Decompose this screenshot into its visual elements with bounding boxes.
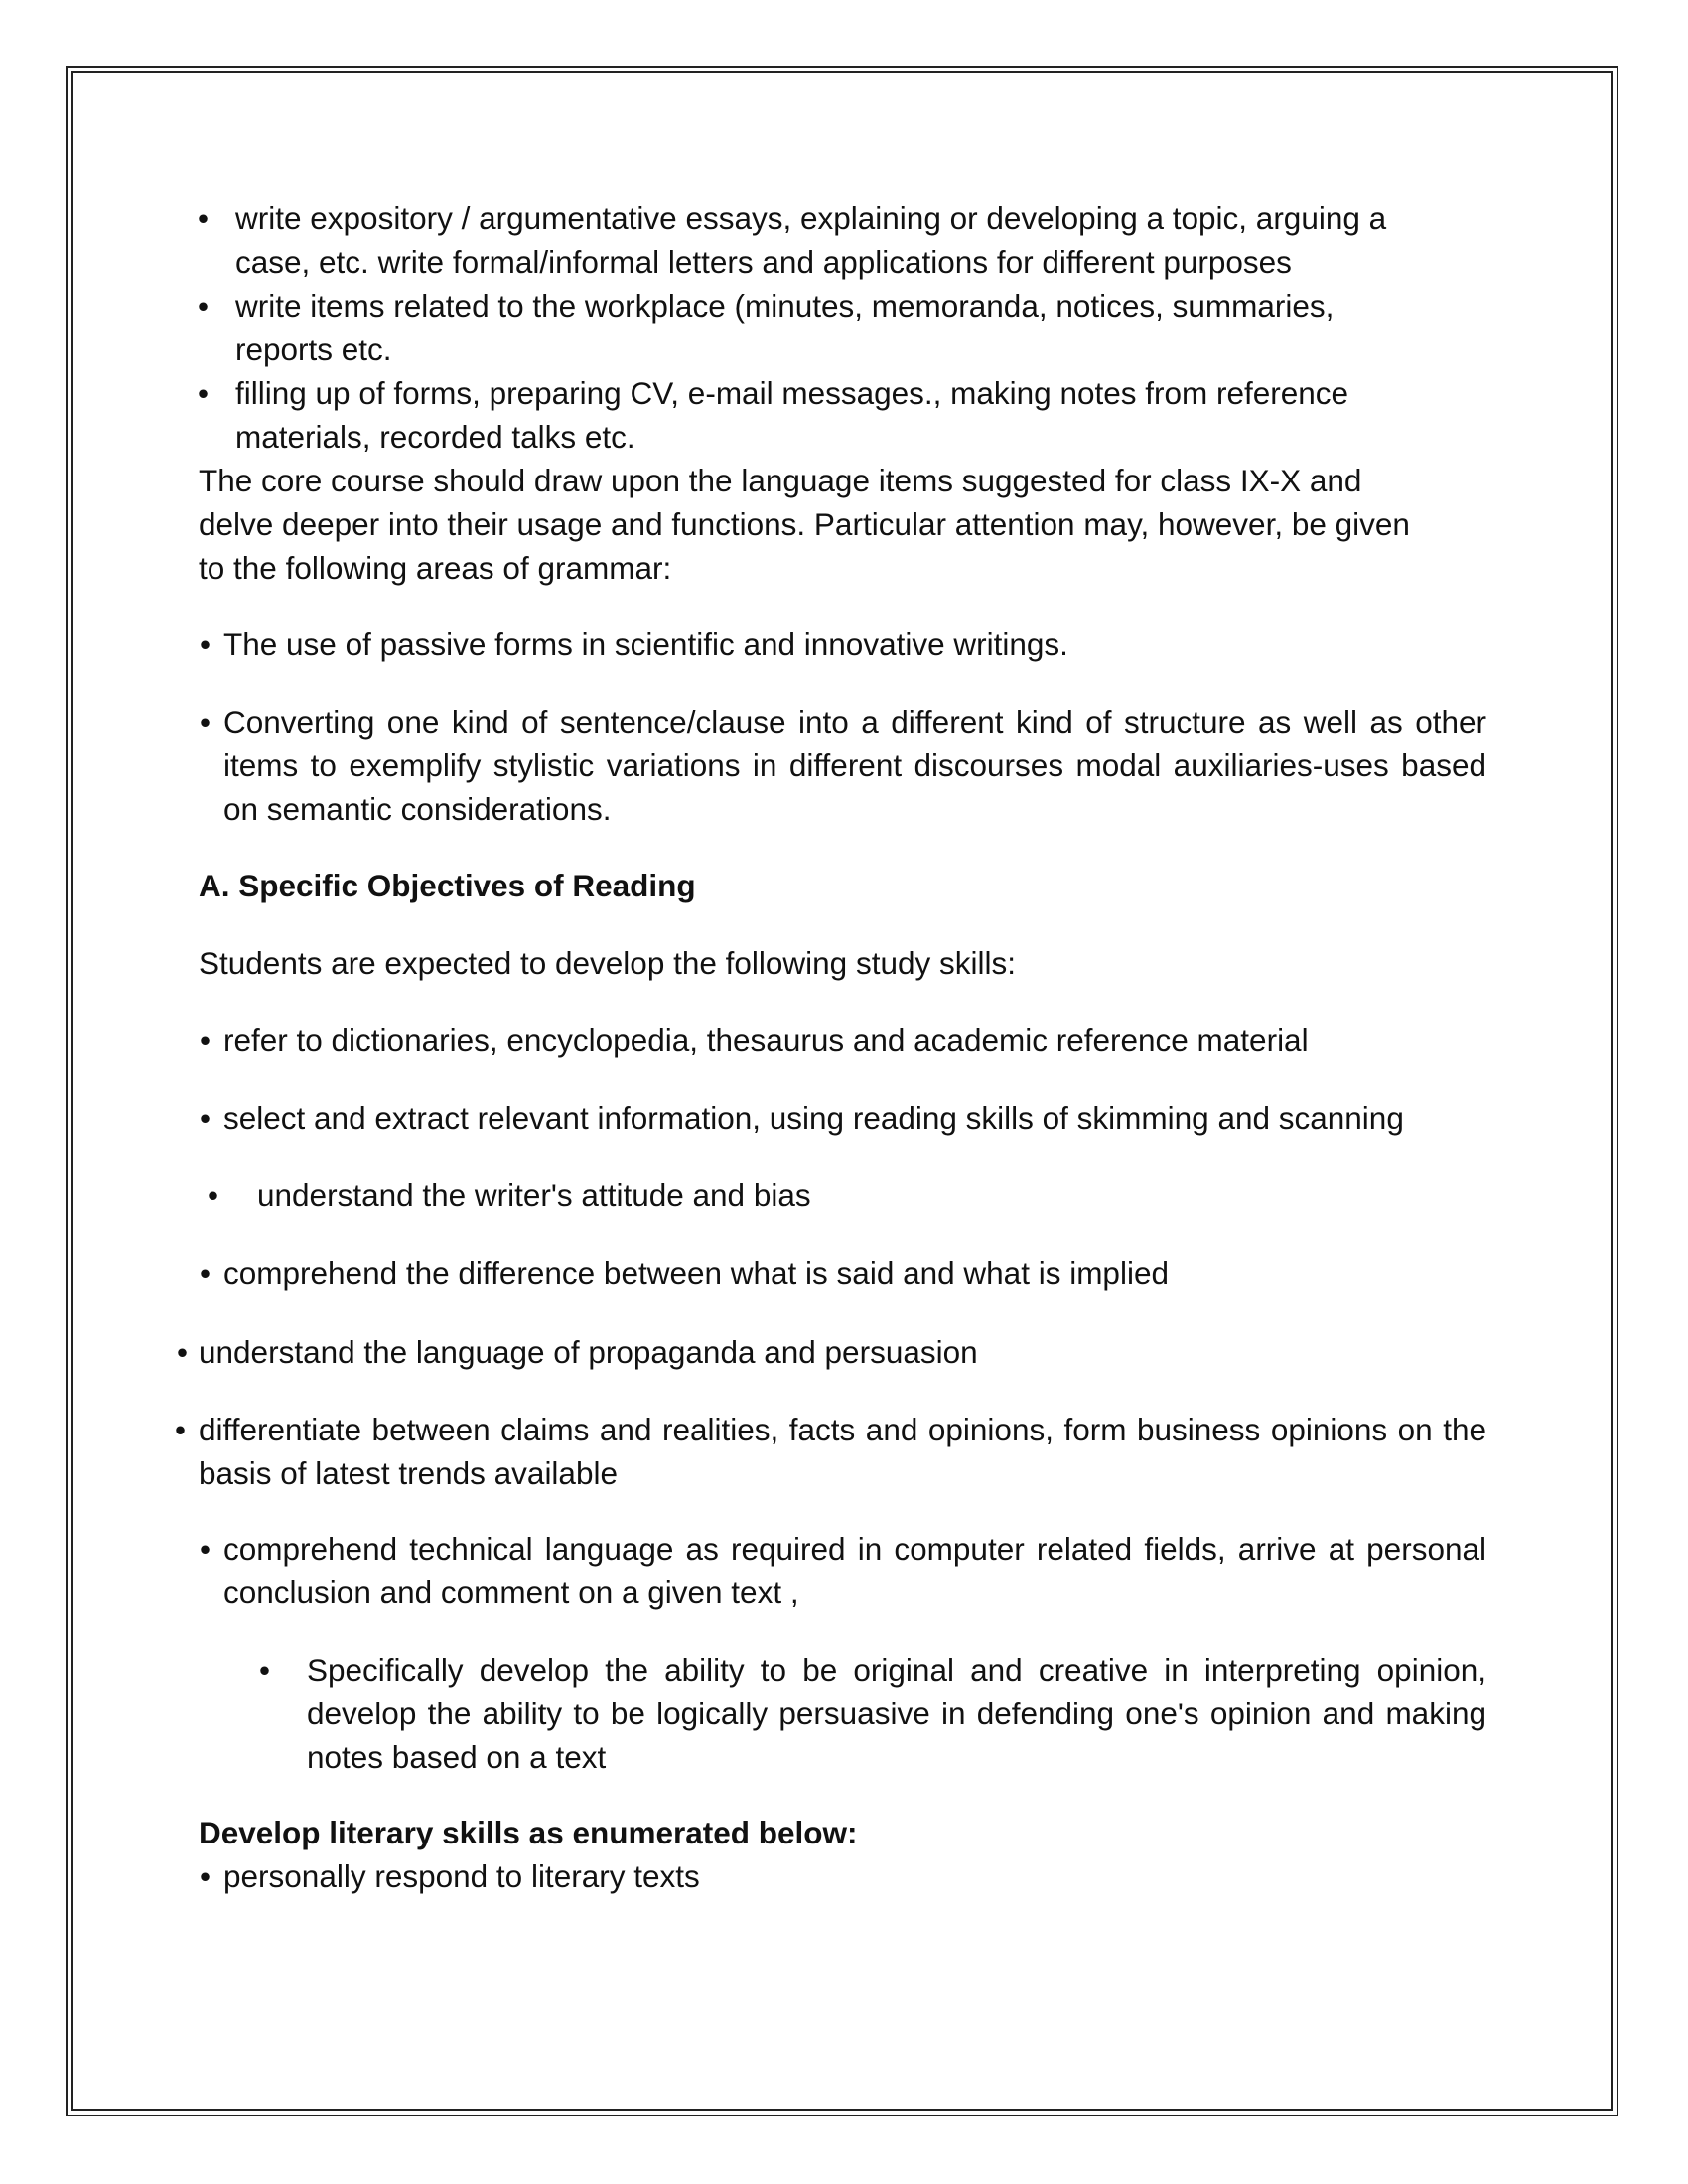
bullet-icon: •: [208, 1177, 219, 1213]
skill-item: select and extract relevant information, using reading skills of skimming and scanning: [223, 1100, 1404, 1136]
skill-item: differentiate between claims and realities, facts and opinions, form business opinions on the basis of latest trends available: [199, 1412, 1486, 1491]
bullet-icon: •: [200, 1100, 211, 1136]
section-intro: Students are expected to develop the following study skills:: [199, 945, 1016, 981]
bullet-icon: •: [198, 375, 210, 411]
bullet-icon: •: [198, 288, 210, 324]
skill-item: understand the writer's attitude and bias: [257, 1177, 811, 1213]
paragraph-line: delve deeper into their usage and functions. Particular attention may, however, be given: [199, 506, 1410, 542]
bullet-icon: •: [175, 1412, 187, 1447]
grammar-item: Converting one kind of sentence/clause into a different kind of structure as well as other items to exemplify stylistic variations in different discourses modal auxiliaries-uses based on semantic considerations.: [223, 704, 1486, 827]
list-item-line: reports etc.: [235, 332, 392, 367]
skill-item: refer to dictionaries, encyclopedia, thesaurus and academic reference material: [223, 1023, 1309, 1058]
list-item-line: write expository / argumentative essays, explaining or developing a topic, arguing a: [235, 201, 1387, 236]
paragraph-line: to the following areas of grammar:: [199, 550, 672, 586]
bullet-icon: •: [200, 704, 211, 740]
literary-item: personally respond to literary texts: [223, 1858, 700, 1894]
list-item-line: materials, recorded talks etc.: [235, 419, 635, 455]
list-item-line: write items related to the workplace (minutes, memoranda, notices, summaries,: [235, 288, 1335, 324]
bullet-icon: •: [200, 626, 211, 662]
grammar-item: The use of passive forms in scientific and innovative writings.: [223, 626, 1068, 662]
skill-item: comprehend technical language as required in computer related fields, arrive at personal conclusion and comment on a given text ,: [223, 1531, 1486, 1610]
bullet-icon: •: [200, 1255, 211, 1291]
skill-item: Specifically develop the ability to be original and creative in interpreting opinion, develop the ability to be logically persuasive in defending one's opinion and making notes based on a text: [307, 1652, 1486, 1775]
bullet-icon: •: [259, 1652, 271, 1688]
list-item-line: case, etc. write formal/informal letters and applications for different purposes: [235, 244, 1292, 280]
list-item-line: filling up of forms, preparing CV, e-mail messages., making notes from reference: [235, 375, 1349, 411]
literary-heading: Develop literary skills as enumerated below:: [199, 1815, 858, 1850]
skill-item: comprehend the difference between what is said and what is implied: [223, 1255, 1169, 1291]
paragraph-line: The core course should draw upon the language items suggested for class IX-X and: [199, 463, 1362, 498]
bullet-icon: •: [200, 1531, 211, 1567]
section-heading: A. Specific Objectives of Reading: [199, 868, 696, 903]
skill-item: understand the language of propaganda and persuasion: [199, 1334, 978, 1370]
bullet-icon: •: [200, 1858, 211, 1894]
bullet-icon: •: [200, 1023, 211, 1058]
bullet-icon: •: [198, 201, 210, 236]
bullet-icon: •: [177, 1334, 189, 1370]
